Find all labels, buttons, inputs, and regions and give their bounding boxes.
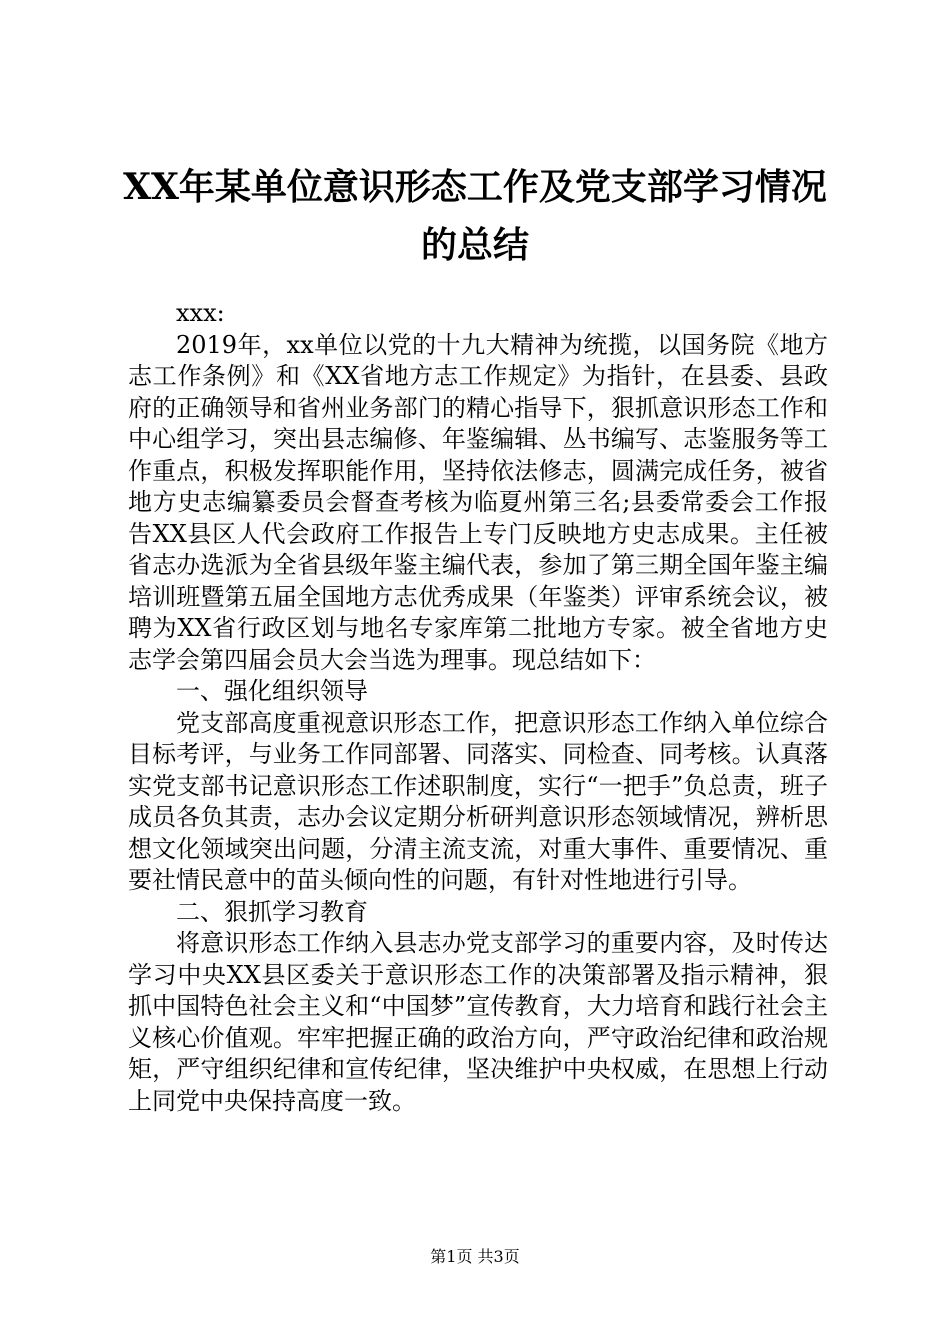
section-heading-2: 二、狠抓学习教育 (176, 897, 368, 926)
document-title (0, 158, 950, 274)
section-paragraph-2: 将意识形态工作纳入县志办党支部学习的重要内容，及时传达学习中央XX县区委关于意识形态工作的决策部署及指示精神，狠抓中国特色社会主义和“中国梦”宣传教育，大力培育和践行社会主义核心价值观。牢牢把握正确的政治方向，严守政治纪律和政治规矩，严守组织纪律和宣传纪律，坚决维护中央权威，在思想上行动上同党中央保持高度一致。 (128, 929, 828, 1115)
section-heading-1: 一、强化组织领导 (176, 677, 368, 705)
page-number-footer: 第1页 共3页 (430, 1247, 520, 1266)
salutation: xxx: (176, 299, 225, 327)
intro-paragraph: 2019年，xx单位以党的十九大精神为统揽，以国务院《地方志工作条例》和《XX省地方志工作规定》为指针，在县委、县政府的正确领导和省州业务部门的精心指导下，狠抓意识形态工作和中心组学习，突出县志编修、年鉴编辑、丛书编写、志鉴服务等工作重点，积极发挥职能作用，坚持依法修志，圆满完成任务，被省地方史志编纂委员会督查考核为临夏州第三名;县委常委会工作报告XX县区人代会政府工作报告上专门反映地方史志成果。主任被省志办选派为全省县级年鉴主编代表，参加了第三期全国年鉴主编培训班暨第五届全国地方志优秀成果（年鉴类）评审系统会议，被聘为XX省行政区划与地名专家库第二批地方专家。被全省地方史志学会第四届会员大会当选为理事。现总结如下： (128, 330, 828, 674)
document-body (128, 298, 828, 1117)
title-line-1: XX年某单位意识形态工作及党支部学习情况 (123, 166, 827, 208)
title-line-2: 的总结 (420, 224, 529, 266)
section-paragraph-1: 党支部高度重视意识形态工作，把意识形态工作纳入单位综合目标考评，与业务工作同部署、同落实、同检查、同考核。认真落实党支部书记意识形态工作述职制度，实行“一把手”负总责，班子成员各负其责，志办会议定期分析研判意识形态领域情况，辨析思想文化领域突出问题，分清主流支流，对重大事件、重要情况、重要社情民意中的苗头倾向性的问题，有针对性地进行引导。 (128, 708, 828, 894)
